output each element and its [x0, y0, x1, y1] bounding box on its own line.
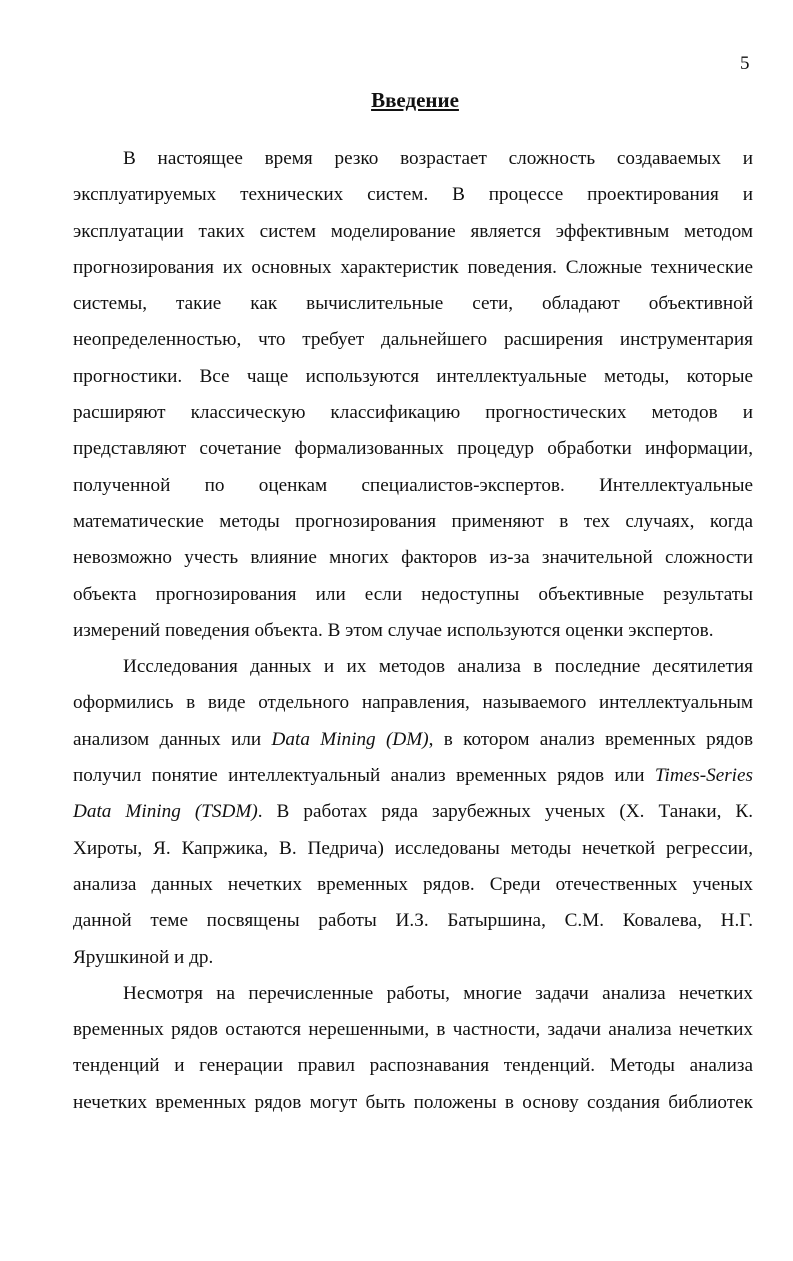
tsdm-term: Data Mining (TSDM) — [73, 801, 258, 823]
paragraph-1-line-13: объекта прогнозирования или если недоступны объективные результаты — [73, 583, 753, 605]
times-series-term: Times-Series — [654, 765, 753, 787]
paragraph-1-line-1: В настоящее время резко возрастает сложность создаваемых и — [123, 148, 753, 169]
paragraph-2-line-6: Хироты, Я. Капржика, В. Педрича) исследованы методы нечеткой регрессии, — [73, 837, 753, 859]
paragraph-1-line-5: системы, такие как вычислительные сети, обладают объективной — [73, 293, 753, 315]
body-text — [73, 141, 753, 1121]
paragraph-1-line-2: эксплуатируемых технических систем. В процессе проектирования и — [73, 184, 753, 206]
paragraph-2-line-9: Ярушкиной и др. — [73, 946, 214, 968]
data-mining-term: Data Mining (DM) — [271, 728, 429, 750]
paragraph-1-line-3: эксплуатации таких систем моделирование является эффективным методом — [73, 220, 753, 242]
paragraph-2-line-8: данной теме посвящены работы И.З. Батыршина, С.М. Ковалева, Н.Г. — [73, 910, 753, 932]
page-number: 5 — [740, 53, 750, 74]
paragraph-1-line-7: прогностики. Все чаще используются интеллектуальные методы, которые — [73, 365, 753, 387]
paragraph-2-line-5-tail: . В работах ряда зарубежных ученых (Х. Танаки, К. — [257, 801, 754, 823]
paragraph-1-line-9: представляют сочетание формализованных процедур обработки информации, — [73, 438, 753, 460]
paragraph-2-line-4-text: получил понятие интеллектуальный анализ временных рядов или — [73, 765, 655, 787]
paragraph-2-line-2: оформились в виде отдельного направления, называемого интеллектуальным — [73, 692, 753, 714]
paragraph-2-line-5 — [73, 794, 753, 830]
paragraph-1-line-14: измерений поведения объекта. В этом случае используются оценки экспертов. — [73, 619, 714, 641]
paragraph-3-line-3: тенденций и генерации правил распознавания тенденций. Методы анализа — [73, 1055, 753, 1077]
paragraph-2-line-4 — [73, 758, 753, 794]
paragraph-1-line-11: математические методы прогнозирования применяют в тех случаях, когда — [73, 510, 753, 532]
paragraph-1-line-6: неопределенностью, что требует дальнейшего расширения инструментария — [73, 329, 753, 351]
paragraph-1-line-12: невозможно учесть влияние многих факторов из-за значительной сложности — [73, 547, 753, 569]
section-heading: Введение — [371, 88, 459, 112]
paragraph-3-line-2: временных рядов остаются нерешенными, в частности, задачи анализа нечетких — [73, 1019, 753, 1041]
paragraph-1-line-10: полученной по оценкам специалистов-экспертов. Интеллектуальные — [73, 474, 753, 496]
paragraph-2-line-3 — [73, 722, 753, 758]
paragraph-2-line-3-tail: , в котором анализ временных рядов — [428, 728, 754, 750]
paragraph-2-line-1: Исследования данных и их методов анализа в последние десятилетия — [123, 656, 753, 678]
paragraph-1-line-4: прогнозирования их основных характеристик поведения. Сложные технические — [73, 256, 753, 278]
paragraph-3-line-4: нечетких временных рядов могут быть положены в основу создания библиотек — [73, 1091, 753, 1113]
paragraph-2-line-3-text: анализом данных или — [73, 728, 272, 750]
paragraph-2-line-7: анализа данных нечетких временных рядов. Среди отечественных ученых — [73, 873, 753, 895]
paragraph-3-line-1: Несмотря на перечисленные работы, многие задачи анализа нечетких — [123, 982, 753, 1004]
paragraph-1-line-8: расширяют классическую классификацию прогностических методов и — [73, 402, 753, 424]
